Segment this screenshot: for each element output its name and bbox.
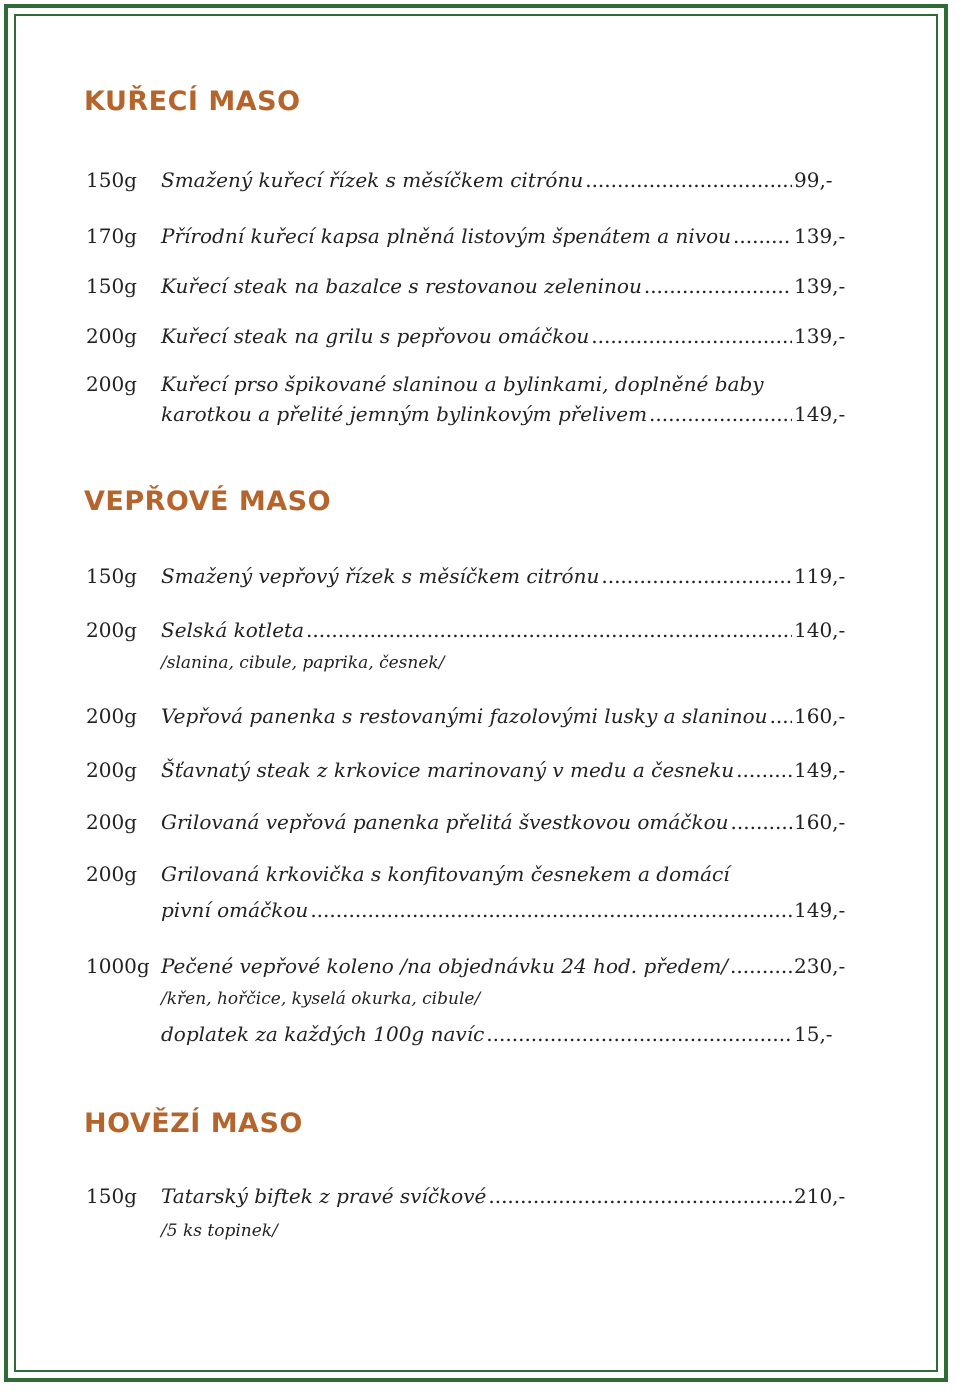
item-weight: 170g <box>86 224 137 248</box>
section-title-hovezi: HOVĚZÍ MASO <box>84 1108 303 1139</box>
item-name: Kuřecí steak na bazalce s restovanou zeleninou <box>161 274 642 298</box>
dot-leader <box>591 324 792 348</box>
item-name: Kuřecí steak na grilu s pepřovou omáčkou <box>161 324 590 348</box>
item-name: pivní omáčkou <box>161 898 309 922</box>
menu-item <box>86 168 846 192</box>
item-name: Smažený kuřecí řízek s měsíčkem citrónu <box>161 168 584 192</box>
menu-item <box>86 274 846 298</box>
item-price: 99,- <box>794 168 833 192</box>
dot-leader <box>601 564 792 588</box>
item-name: Selská kotleta <box>161 618 304 642</box>
item-name: Pečené vepřové koleno /na objednávku 24 hod. předem/ <box>161 954 729 978</box>
item-name: Přírodní kuřecí kapsa plněná listovým špenátem a nivou <box>161 224 732 248</box>
menu-item <box>86 758 846 782</box>
menu-item <box>86 1184 846 1208</box>
section-title-veprove: VEPŘOVÉ MASO <box>84 486 332 517</box>
dot-leader <box>310 898 792 922</box>
item-weight: 150g <box>86 1184 137 1208</box>
item-name-line1: Kuřecí prso špikované slaninou a bylinkami, doplněné baby <box>161 372 764 396</box>
item-name: Grilovaná vepřová panenka přelitá švestkovou omáčkou <box>161 810 729 834</box>
dot-leader <box>585 168 792 192</box>
item-price: 139,- <box>794 274 846 298</box>
menu-item <box>86 324 846 348</box>
item-weight: 150g <box>86 564 137 588</box>
dot-leader <box>649 402 792 426</box>
item-name: doplatek za každých 100g navíc <box>161 1022 485 1046</box>
dot-leader <box>730 954 792 978</box>
item-price: 139,- <box>794 224 846 248</box>
item-weight: 200g <box>86 758 137 782</box>
menu-item <box>86 618 846 642</box>
dot-leader <box>731 810 792 834</box>
item-weight: 150g <box>86 274 137 298</box>
item-price: 140,- <box>794 618 846 642</box>
item-weight: 200g <box>86 704 137 728</box>
item-price: 119,- <box>794 564 846 588</box>
item-price: 160,- <box>794 704 846 728</box>
item-note: /slanina, cibule, paprika, česnek/ <box>161 653 445 673</box>
menu-item <box>86 704 846 728</box>
menu-item <box>86 224 846 248</box>
item-note: /křen, hořčice, kyselá okurka, cibule/ <box>161 989 481 1009</box>
item-price: 230,- <box>794 954 846 978</box>
dot-leader <box>733 224 792 248</box>
item-price: 210,- <box>794 1184 846 1208</box>
item-weight: 200g <box>86 862 137 886</box>
dot-leader <box>488 1184 792 1208</box>
item-name: Vepřová panenka s restovanými fazolovými lusky a slaninou <box>161 704 768 728</box>
menu-item-continuation <box>86 402 846 426</box>
item-price: 149,- <box>794 898 846 922</box>
menu-item <box>86 954 846 978</box>
item-price: 149,- <box>794 402 846 426</box>
menu-item-extra <box>161 1022 846 1046</box>
item-price: 15,- <box>794 1022 833 1046</box>
item-weight: 1000g <box>86 954 150 978</box>
item-name: karotkou a přelité jemným bylinkovým přelivem <box>161 402 648 426</box>
item-weight: 200g <box>86 618 137 642</box>
item-name: Tatarský biftek z pravé svíčkové <box>161 1184 487 1208</box>
item-weight: 150g <box>86 168 137 192</box>
item-price: 139,- <box>794 324 846 348</box>
menu-item-continuation <box>86 898 846 922</box>
item-price: 160,- <box>794 810 846 834</box>
item-name: Šťavnatý steak z krkovice marinovaný v medu a česneku <box>161 758 735 782</box>
menu-item <box>86 372 846 396</box>
dot-leader <box>644 274 792 298</box>
dot-leader <box>736 758 792 782</box>
item-price: 149,- <box>794 758 846 782</box>
item-name-line1: Grilovaná krkovička s konfitovaným česnekem a domácí <box>161 862 730 886</box>
item-name: Smažený vepřový řízek s měsíčkem citrónu <box>161 564 600 588</box>
dot-leader <box>770 704 792 728</box>
dot-leader <box>486 1022 792 1046</box>
menu-item <box>86 564 846 588</box>
item-weight: 200g <box>86 810 137 834</box>
menu-item <box>86 810 846 834</box>
dot-leader <box>306 618 792 642</box>
item-weight: 200g <box>86 324 137 348</box>
item-weight: 200g <box>86 372 137 396</box>
menu-item <box>86 862 846 886</box>
section-title-kureci: KUŘECÍ MASO <box>84 86 301 117</box>
item-note: /5 ks topinek/ <box>161 1221 278 1241</box>
